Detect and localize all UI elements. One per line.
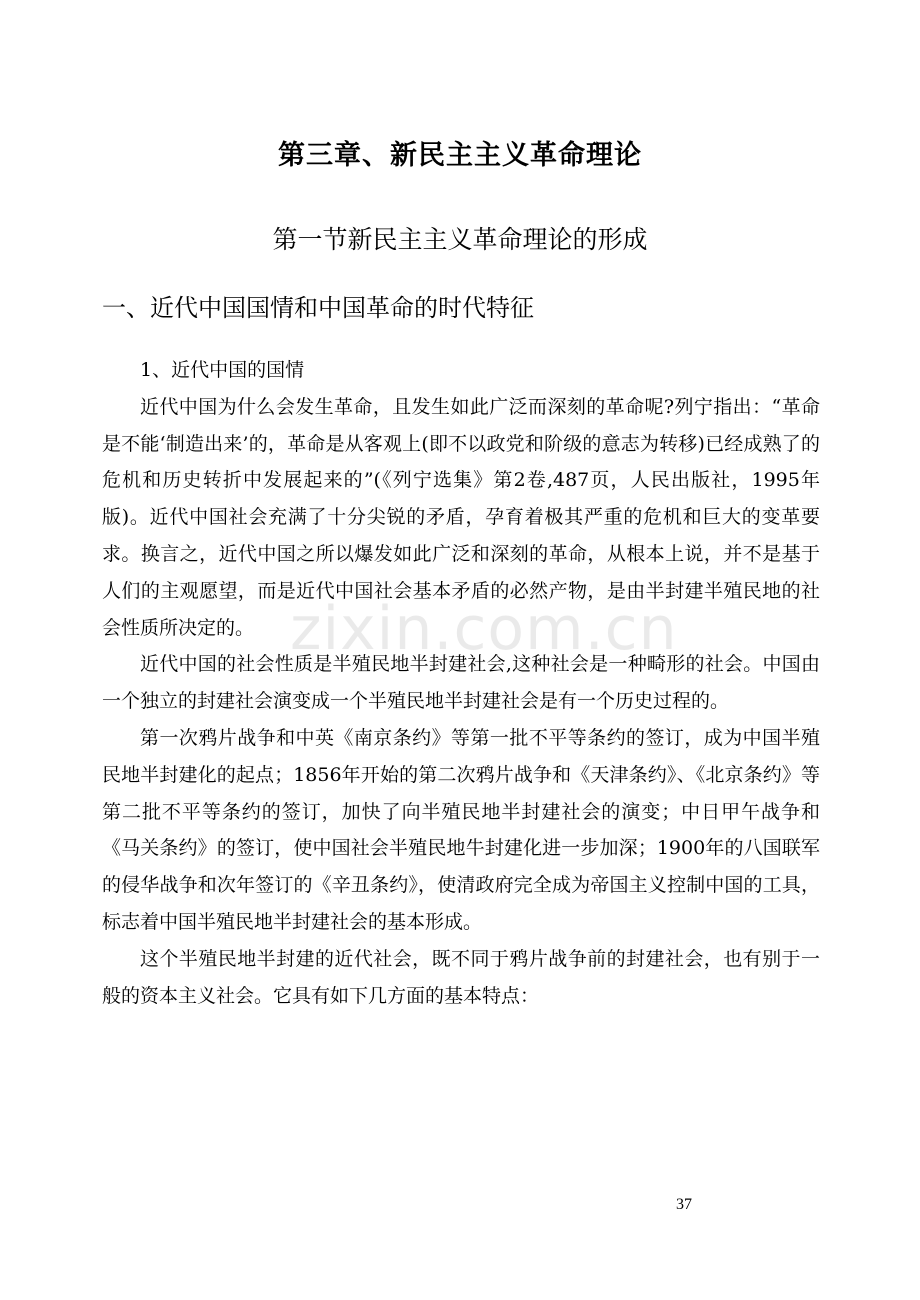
item-heading: 1、近代中国的国情 xyxy=(140,359,305,381)
section-title: 第一节新民主主义革命理论的形成 xyxy=(272,225,648,254)
paragraph-2: 近代中国的社会性质是半殖民地半封建社会,这种社会是一种畸形的社会。中国由一个独立的封建社会演变成一个半殖民地半封建社会是有一个历史过程的。 xyxy=(102,653,820,713)
paragraph-1: 近代中国为什么会发生革命，且发生如此广泛而深刻的革命呢?列宁指出：“革命是不能‘制造出来’的，革命是从客观上(即不以政党和阶级的意志为转移)已经成熟了的危机和历史转折中发展起来的”(《列宁选集》第2卷,487页，人民出版社，1995年版)。近代中国社会充满了十分尖锐的矛盾，孕育着极其严重的危机和巨大的变革要求。换言之，近代中国之所以爆发如此广泛和深刻的革命，从根本上说，并不是基于人们的主观愿望，而是近代中国社会基本矛盾的必然产物，是由半封建半殖民地的社会性质所决定的。 xyxy=(102,395,820,639)
chapter-title: 第三章、新民主主义革命理论 xyxy=(278,140,642,171)
body-text xyxy=(102,352,820,1014)
watermark: zixin.com.cn xyxy=(290,594,678,664)
paragraph-3: 第一次鸦片战争和中英《南京条约》等第一批不平等条约的签订，成为中国半殖民地半封建化的起点；1856年开始的第二次鸦片战争和《天津条约》、《北京条约》等第二批不平等条约的签订，加快了向半殖民地半封建社会的演变；中日甲午战争和《马关条约》的签订，使中国社会半殖民地牛封建化进一步加深；1900年的八国联军的侵华战争和次年签订的《辛丑条约》，使清政府完全成为帝国主义控制中国的工具，标志着中国半殖民地半封建社会的基本形成。 xyxy=(102,726,820,933)
page-number: 37 xyxy=(676,1196,692,1213)
subsection-title: 一、近代中国国情和中国革命的时代特征 xyxy=(102,294,534,322)
paragraph-4: 这个半殖民地半封建的近代社会，既不同于鸦片战争前的封建社会，也有别于一般的资本主义社会。它具有如下几方面的基本特点： xyxy=(102,947,820,1007)
